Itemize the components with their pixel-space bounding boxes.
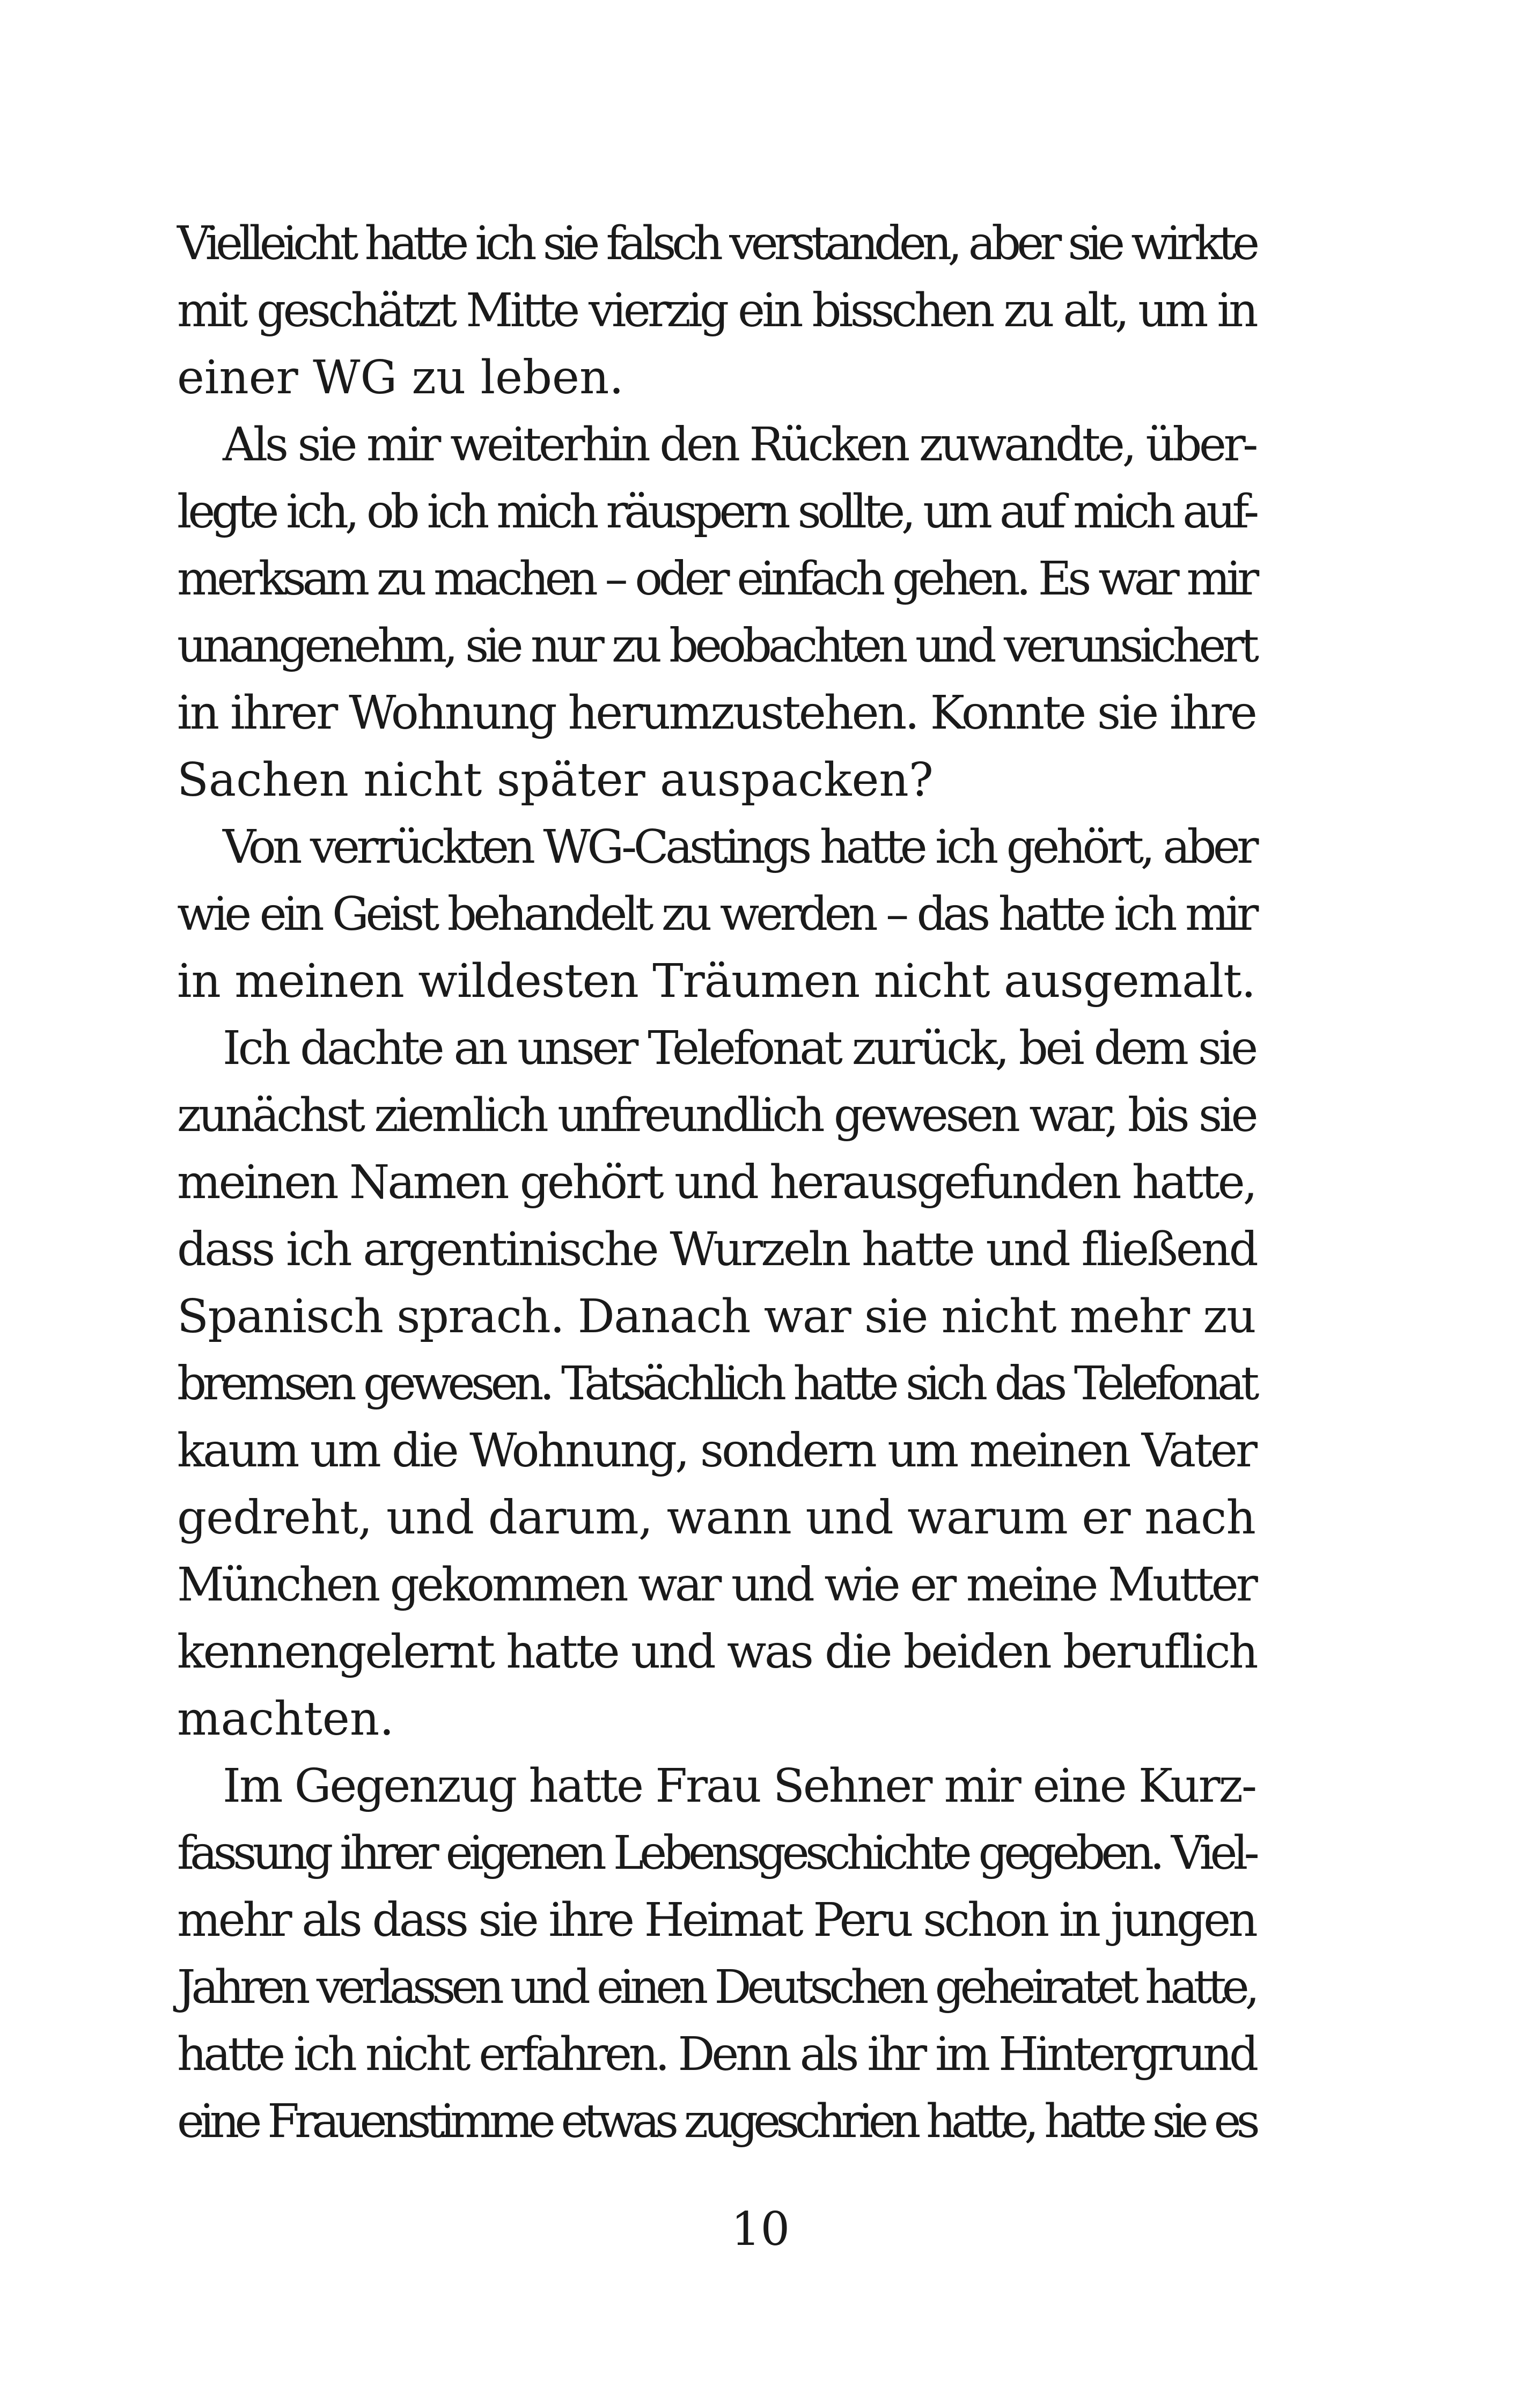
text-line: merksam zu machen – oder einfach gehen. Es war mir: [177, 552, 1255, 606]
text-line: Sachen nicht später auspacken?: [177, 753, 934, 807]
text-line: legte ich, ob ich mich räuspern sollte, um auf mich auf-: [177, 485, 1255, 539]
text-line: hatte ich nicht erfahren. Denn als ihr im Hintergrund: [177, 2028, 1255, 2081]
text-line: kennengelernt hatte und was die beiden beruflich: [177, 1625, 1257, 1679]
text-line: Ich dachte an unser Telefonat zurück, bei dem sie: [223, 1022, 1256, 1075]
text-line: dass ich argentinische Wurzeln hatte und fließend: [177, 1223, 1257, 1276]
text-line: mehr als dass sie ihre Heimat Peru schon in jungen: [177, 1893, 1255, 1947]
text-line: Von verrückten WG-Castings hatte ich gehört, aber: [223, 820, 1256, 874]
text-line: bremsen gewesen. Tatsächlich hatte sich das Telefonat: [177, 1357, 1255, 1411]
text-line: einer WG zu leben.: [177, 351, 624, 405]
paragraph: [177, 1015, 1255, 1753]
paragraph: [177, 814, 1255, 1015]
page-number: 10: [731, 2203, 790, 2256]
body-text: [177, 210, 1255, 2155]
text-line: mit geschätzt Mitte vierzig ein bisschen zu alt, um in: [177, 284, 1255, 337]
text-line: unangenehm, sie nur zu beobachten und verunsichert: [177, 619, 1255, 673]
paragraph: [177, 210, 1255, 412]
text-line: Als sie mir weiterhin den Rücken zuwandte, über-: [223, 418, 1255, 472]
text-line: Spanisch sprach. Danach war sie nicht mehr zu: [177, 1290, 1255, 1344]
text-line: kaum um die Wohnung, sondern um meinen Vater: [177, 1424, 1255, 1478]
text-line: gedreht, und darum, wann und warum er nach: [177, 1491, 1255, 1545]
text-line: eine Frauenstimme etwas zugeschrien hatte, hatte sie es: [177, 2095, 1255, 2148]
text-line: in ihrer Wohnung herumzustehen. Konnte sie ihre: [177, 686, 1255, 740]
text-line: Im Gegenzug hatte Frau Sehner mir eine Kurz-: [223, 1759, 1255, 1813]
text-line: fassung ihrer eigenen Lebensgeschichte gegeben. Viel-: [177, 1826, 1255, 1880]
text-line: München gekommen war und wie er meine Mutter: [177, 1558, 1255, 1612]
text-line: Vielleicht hatte ich sie falsch verstanden, aber sie wirkte: [177, 217, 1255, 270]
text-line: zunächst ziemlich unfreundlich gewesen war, bis sie: [177, 1089, 1256, 1142]
paragraph: [177, 1753, 1255, 2155]
text-line: wie ein Geist behandelt zu werden – das hatte ich mir: [177, 887, 1255, 941]
paragraph: [177, 412, 1255, 814]
text-line: machten.: [177, 1692, 394, 1746]
text-line: in meinen wildesten Träumen nicht ausgemalt.: [177, 955, 1255, 1008]
text-line: meinen Namen gehört und herausgefunden hatte,: [177, 1156, 1255, 1209]
text-line: Jahren verlassen und einen Deutschen geheiratet hatte,: [177, 1961, 1256, 2014]
